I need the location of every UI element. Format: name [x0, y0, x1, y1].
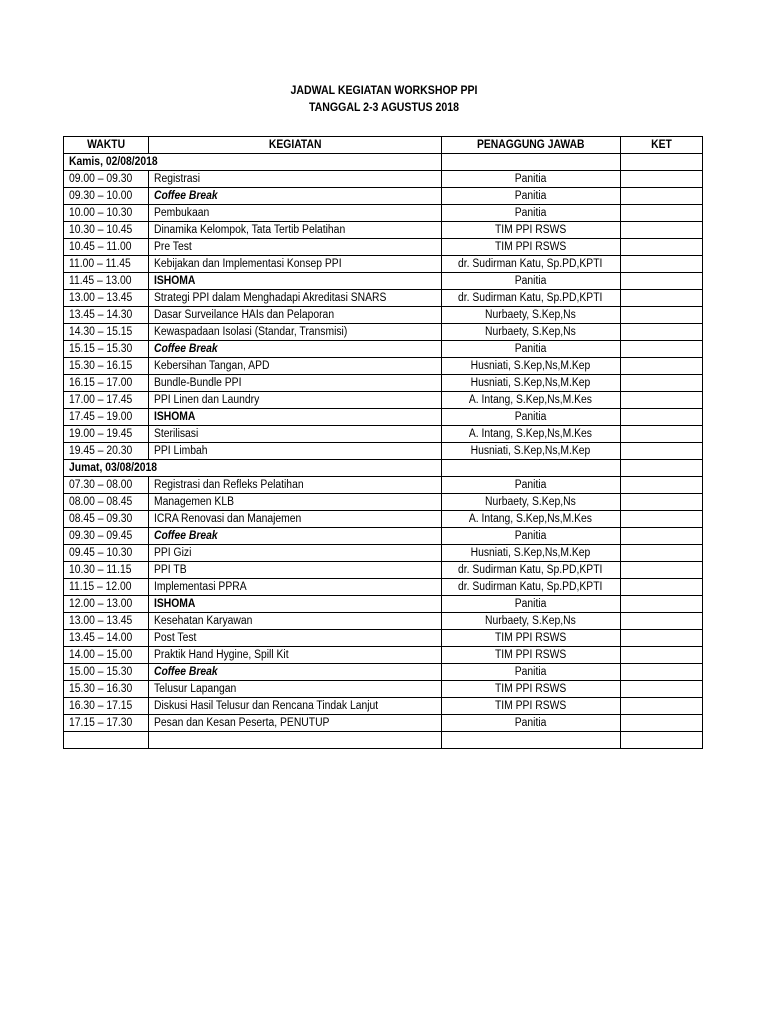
- time-cell: 19.45 – 20.30: [64, 443, 149, 460]
- activity-cell: Diskusi Hasil Telusur dan Rencana Tindak Lanjut: [148, 698, 441, 715]
- activity-cell: PPI TB: [148, 562, 441, 579]
- table-row: [64, 681, 703, 698]
- table-row: [64, 630, 703, 647]
- time-cell: 13.00 – 13.45: [64, 290, 149, 307]
- table-row: [64, 511, 703, 528]
- ket-cell: [620, 256, 702, 273]
- penanggung-jawab-cell: dr. Sudirman Katu, Sp.PD,KPTI: [441, 579, 620, 596]
- ket-cell: [620, 579, 702, 596]
- table-row: [64, 528, 703, 545]
- time-cell: 08.45 – 09.30: [64, 511, 149, 528]
- penanggung-jawab-cell: dr. Sudirman Katu, Sp.PD,KPTI: [441, 256, 620, 273]
- activity-cell: Kebijakan dan Implementasi Konsep PPI: [148, 256, 441, 273]
- table-row: [64, 188, 703, 205]
- ket-cell: [620, 494, 702, 511]
- ket-cell: [620, 171, 702, 188]
- activity-cell: Strategi PPI dalam Menghadapi Akreditasi SNARS: [148, 290, 441, 307]
- table-row: [64, 596, 703, 613]
- time-cell: 11.00 – 11.45: [64, 256, 149, 273]
- penanggung-jawab-cell: Panitia: [441, 528, 620, 545]
- time-cell: 08.00 – 08.45: [64, 494, 149, 511]
- time-cell: 09.00 – 09.30: [64, 171, 149, 188]
- penanggung-jawab-cell: Nurbaety, S.Kep,Ns: [441, 494, 620, 511]
- penanggung-jawab-cell: Husniati, S.Kep,Ns,M.Kep: [441, 443, 620, 460]
- penanggung-jawab-cell: Husniati, S.Kep,Ns,M.Kep: [441, 358, 620, 375]
- ket-cell: [620, 307, 702, 324]
- title-line-1: JADWAL KEGIATAN WORKSHOP PPI: [290, 83, 478, 97]
- activity-cell: Pembukaan: [148, 205, 441, 222]
- time-cell: 15.30 – 16.15: [64, 358, 149, 375]
- table-row: [64, 579, 703, 596]
- penanggung-jawab-cell: Panitia: [441, 205, 620, 222]
- penanggung-jawab-cell: Panitia: [441, 596, 620, 613]
- table-row: [64, 494, 703, 511]
- penanggung-jawab-cell: TIM PPI RSWS: [441, 630, 620, 647]
- ket-cell: [620, 545, 702, 562]
- day-ket-empty: [620, 154, 702, 171]
- ket-cell: [620, 698, 702, 715]
- activity-cell: Kebersihan Tangan, APD: [148, 358, 441, 375]
- time-cell: 16.30 – 17.15: [64, 698, 149, 715]
- header-row: [64, 137, 703, 154]
- ket-cell: [620, 630, 702, 647]
- time-cell: 15.00 – 15.30: [64, 664, 149, 681]
- ket-cell: [620, 477, 702, 494]
- table-row: [64, 273, 703, 290]
- penanggung-jawab-cell: Panitia: [441, 715, 620, 732]
- time-cell: 13.00 – 13.45: [64, 613, 149, 630]
- table-row: [64, 664, 703, 681]
- penanggung-jawab-cell: Nurbaety, S.Kep,Ns: [441, 307, 620, 324]
- table-row: [64, 375, 703, 392]
- time-cell: 16.15 – 17.00: [64, 375, 149, 392]
- ket-cell: [620, 647, 702, 664]
- time-cell: 14.30 – 15.15: [64, 324, 149, 341]
- table-row: [64, 426, 703, 443]
- ket-cell: [620, 324, 702, 341]
- penanggung-jawab-cell: Panitia: [441, 171, 620, 188]
- activity-cell: ISHOMA: [148, 409, 441, 426]
- table-row: [64, 545, 703, 562]
- day-label: Jumat, 03/08/2018: [64, 460, 442, 477]
- activity-cell: Post Test: [148, 630, 441, 647]
- ket-cell: [620, 392, 702, 409]
- time-cell: 13.45 – 14.30: [64, 307, 149, 324]
- penanggung-jawab-cell: Panitia: [441, 409, 620, 426]
- penanggung-jawab-cell: TIM PPI RSWS: [441, 222, 620, 239]
- ket-cell: [620, 273, 702, 290]
- table-row: [64, 239, 703, 256]
- ket-cell: [620, 205, 702, 222]
- ket-cell: [620, 341, 702, 358]
- table-row: [64, 477, 703, 494]
- document-title: [0, 82, 768, 116]
- penanggung-jawab-cell: TIM PPI RSWS: [441, 647, 620, 664]
- activity-cell: Coffee Break: [148, 341, 441, 358]
- day-header-row: [64, 154, 703, 171]
- table-row: [64, 324, 703, 341]
- table-row: [64, 443, 703, 460]
- empty-row: [64, 732, 703, 749]
- time-cell: 10.00 – 10.30: [64, 205, 149, 222]
- activity-cell: PPI Limbah: [148, 443, 441, 460]
- table-row: [64, 205, 703, 222]
- penanggung-jawab-cell: TIM PPI RSWS: [441, 698, 620, 715]
- time-cell: 15.30 – 16.30: [64, 681, 149, 698]
- penanggung-jawab-cell: Panitia: [441, 477, 620, 494]
- penanggung-jawab-cell: A. Intang, S.Kep,Ns,M.Kes: [441, 392, 620, 409]
- empty-cell: [148, 732, 441, 749]
- activity-cell: ISHOMA: [148, 596, 441, 613]
- table-row: [64, 715, 703, 732]
- header-ket: KET: [620, 137, 702, 154]
- activity-cell: Kesehatan Karyawan: [148, 613, 441, 630]
- activity-cell: Telusur Lapangan: [148, 681, 441, 698]
- penanggung-jawab-cell: Husniati, S.Kep,Ns,M.Kep: [441, 375, 620, 392]
- table-row: [64, 409, 703, 426]
- penanggung-jawab-cell: TIM PPI RSWS: [441, 681, 620, 698]
- time-cell: 17.45 – 19.00: [64, 409, 149, 426]
- activity-cell: Kewaspadaan Isolasi (Standar, Transmisi): [148, 324, 441, 341]
- time-cell: 09.30 – 09.45: [64, 528, 149, 545]
- penanggung-jawab-cell: Panitia: [441, 273, 620, 290]
- table-row: [64, 222, 703, 239]
- penanggung-jawab-cell: A. Intang, S.Kep,Ns,M.Kes: [441, 511, 620, 528]
- ket-cell: [620, 443, 702, 460]
- table-row: [64, 647, 703, 664]
- ket-cell: [620, 239, 702, 256]
- time-cell: 14.00 – 15.00: [64, 647, 149, 664]
- penanggung-jawab-cell: Panitia: [441, 188, 620, 205]
- table-row: [64, 392, 703, 409]
- ket-cell: [620, 188, 702, 205]
- activity-cell: Praktik Hand Hygine, Spill Kit: [148, 647, 441, 664]
- table-row: [64, 307, 703, 324]
- penanggung-jawab-cell: Panitia: [441, 664, 620, 681]
- ket-cell: [620, 222, 702, 239]
- ket-cell: [620, 562, 702, 579]
- time-cell: 07.30 – 08.00: [64, 477, 149, 494]
- activity-cell: Coffee Break: [148, 528, 441, 545]
- penanggung-jawab-cell: A. Intang, S.Kep,Ns,M.Kes: [441, 426, 620, 443]
- ket-cell: [620, 511, 702, 528]
- activity-cell: Registrasi: [148, 171, 441, 188]
- activity-cell: Pesan dan Kesan Peserta, PENUTUP: [148, 715, 441, 732]
- time-cell: 10.30 – 11.15: [64, 562, 149, 579]
- penanggung-jawab-cell: dr. Sudirman Katu, Sp.PD,KPTI: [441, 290, 620, 307]
- ket-cell: [620, 375, 702, 392]
- activity-cell: Implementasi PPRA: [148, 579, 441, 596]
- activity-cell: PPI Gizi: [148, 545, 441, 562]
- ket-cell: [620, 290, 702, 307]
- header-waktu: WAKTU: [64, 137, 149, 154]
- time-cell: 09.30 – 10.00: [64, 188, 149, 205]
- table-row: [64, 341, 703, 358]
- ket-cell: [620, 528, 702, 545]
- empty-cell: [64, 732, 149, 749]
- penanggung-jawab-cell: Nurbaety, S.Kep,Ns: [441, 324, 620, 341]
- day-pj-empty: [441, 460, 620, 477]
- schedule-body: [64, 154, 703, 749]
- table-row: [64, 256, 703, 273]
- activity-cell: Coffee Break: [148, 188, 441, 205]
- ket-cell: [620, 409, 702, 426]
- activity-cell: Pre Test: [148, 239, 441, 256]
- day-ket-empty: [620, 460, 702, 477]
- activity-cell: Registrasi dan Refleks Pelatihan: [148, 477, 441, 494]
- table-row: [64, 358, 703, 375]
- table-row: [64, 613, 703, 630]
- ket-cell: [620, 613, 702, 630]
- schedule-table: [63, 136, 703, 749]
- activity-cell: Coffee Break: [148, 664, 441, 681]
- empty-cell: [441, 732, 620, 749]
- activity-cell: Dasar Surveilance HAIs dan Pelaporan: [148, 307, 441, 324]
- activity-cell: Bundle-Bundle PPI: [148, 375, 441, 392]
- time-cell: 11.45 – 13.00: [64, 273, 149, 290]
- time-cell: 09.45 – 10.30: [64, 545, 149, 562]
- time-cell: 10.45 – 11.00: [64, 239, 149, 256]
- activity-cell: Sterilisasi: [148, 426, 441, 443]
- time-cell: 17.15 – 17.30: [64, 715, 149, 732]
- table-row: [64, 171, 703, 188]
- ket-cell: [620, 358, 702, 375]
- activity-cell: Dinamika Kelompok, Tata Tertib Pelatihan: [148, 222, 441, 239]
- time-cell: 13.45 – 14.00: [64, 630, 149, 647]
- time-cell: 17.00 – 17.45: [64, 392, 149, 409]
- penanggung-jawab-cell: TIM PPI RSWS: [441, 239, 620, 256]
- ket-cell: [620, 664, 702, 681]
- day-label: Kamis, 02/08/2018: [64, 154, 442, 171]
- time-cell: 19.00 – 19.45: [64, 426, 149, 443]
- ket-cell: [620, 715, 702, 732]
- ket-cell: [620, 596, 702, 613]
- header-penanggung-jawab: PENAGGUNG JAWAB: [441, 137, 620, 154]
- penanggung-jawab-cell: Husniati, S.Kep,Ns,M.Kep: [441, 545, 620, 562]
- day-header-row: [64, 460, 703, 477]
- day-pj-empty: [441, 154, 620, 171]
- ket-cell: [620, 681, 702, 698]
- penanggung-jawab-cell: dr. Sudirman Katu, Sp.PD,KPTI: [441, 562, 620, 579]
- table-row: [64, 290, 703, 307]
- table-row: [64, 698, 703, 715]
- table-row: [64, 562, 703, 579]
- empty-cell: [620, 732, 702, 749]
- ket-cell: [620, 426, 702, 443]
- penanggung-jawab-cell: Panitia: [441, 341, 620, 358]
- time-cell: 11.15 – 12.00: [64, 579, 149, 596]
- penanggung-jawab-cell: Nurbaety, S.Kep,Ns: [441, 613, 620, 630]
- activity-cell: ICRA Renovasi dan Manajemen: [148, 511, 441, 528]
- title-line-2: TANGGAL 2-3 AGUSTUS 2018: [308, 100, 460, 114]
- header-kegiatan: KEGIATAN: [148, 137, 441, 154]
- activity-cell: Managemen KLB: [148, 494, 441, 511]
- time-cell: 15.15 – 15.30: [64, 341, 149, 358]
- time-cell: 10.30 – 10.45: [64, 222, 149, 239]
- time-cell: 12.00 – 13.00: [64, 596, 149, 613]
- activity-cell: PPI Linen dan Laundry: [148, 392, 441, 409]
- activity-cell: ISHOMA: [148, 273, 441, 290]
